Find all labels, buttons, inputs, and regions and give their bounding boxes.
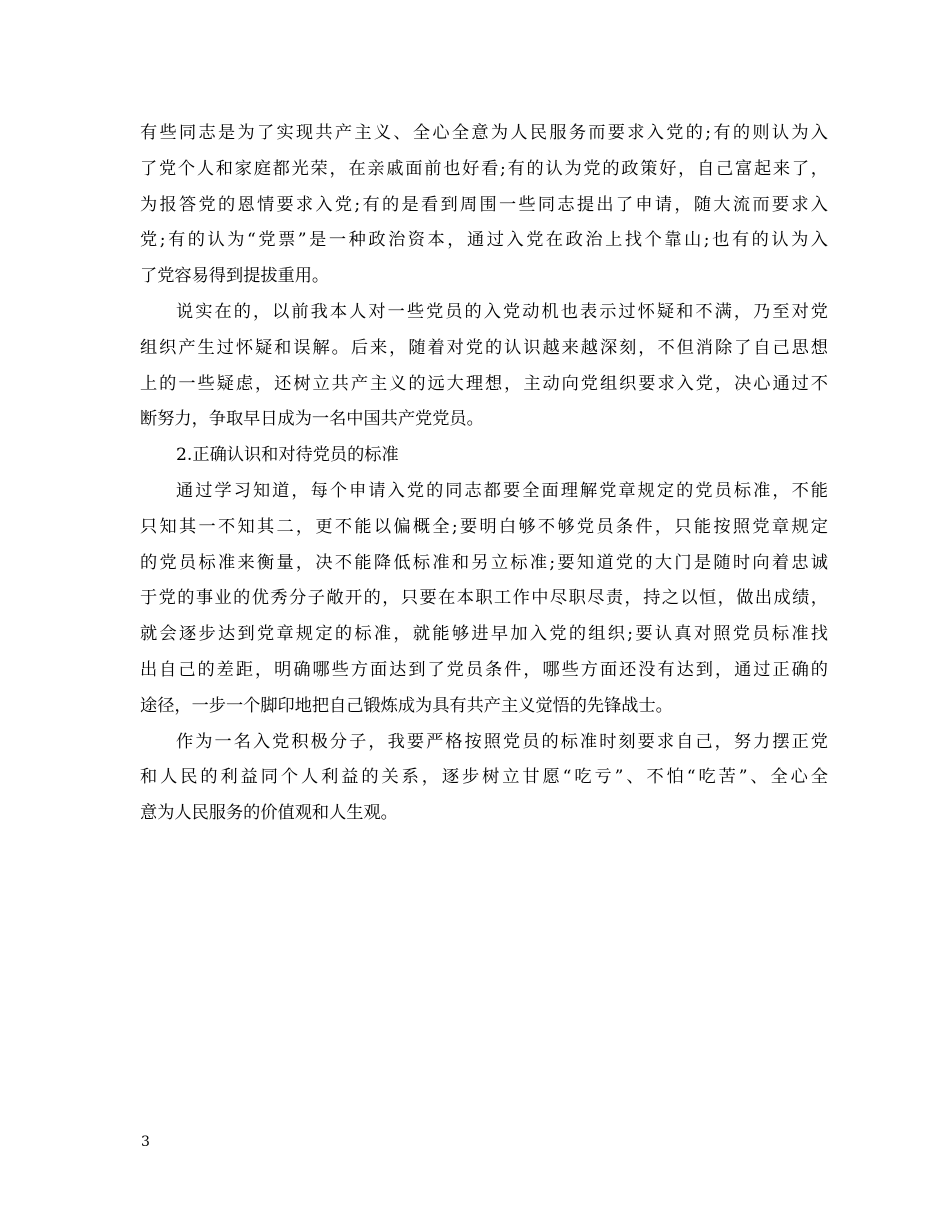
page-number: 3 [141, 1134, 150, 1150]
text-line: 上的一些疑虑，还树立共产主义的远大理想，主动向党组织要求入党，决心通过不 [140, 373, 828, 394]
text-line: 了党容易得到提拔重用。 [140, 266, 330, 287]
text-line: 党;有的认为“党票”是一种政治资本，通过入党在政治上找个靠山;也有的认为入 [140, 230, 828, 251]
text-line: 了党个人和家庭都光荣，在亲戚面前也好看;有的认为党的政策好，自己富起来了， [140, 158, 828, 179]
text-line: 于党的事业的优秀分子敞开的，只要在本职工作中尽职尽责，持之以恒，做出成绩， [140, 588, 828, 609]
text-line: 说实在的，以前我本人对一些党员的入党动机也表示过怀疑和不满，乃至对党 [176, 301, 828, 322]
text-line: 有些同志是为了实现共产主义、全心全意为人民服务而要求入党的;有的则认为入 [140, 123, 828, 143]
text-line: 组织产生过怀疑和误解。后来，随着对党的认识越来越深刻，不但消除了自己思想 [140, 337, 828, 358]
text-line: 途径，一步一个脚印地把自己锻炼成为具有共产主义觉悟的先锋战士。 [140, 695, 673, 716]
text-line: 意为人民服务的价值观和人生观。 [140, 803, 398, 824]
text-line: 通过学习知道，每个申请入党的同志都要全面理解党章规定的党员标准，不能 [176, 480, 828, 501]
text-line: 只知其一不知其二，更不能以偏概全;要明白够不够党员条件，只能按照党章规定 [140, 516, 828, 537]
text-line: 出自己的差距，明确哪些方面达到了党员条件，哪些方面还没有达到，通过正确的 [140, 659, 828, 680]
text-line: 就会逐步达到党章规定的标准，就能够进早加入党的组织;要认真对照党员标准找 [140, 624, 828, 645]
document-body [140, 116, 828, 832]
text-line: 为报答党的恩情要求入党;有的是看到周围一些同志提出了申请，随大流而要求入 [140, 194, 828, 215]
text-line: 2.正确认识和对待党员的标准 [176, 445, 399, 466]
text-line: 的党员标准来衡量，决不能降低标准和另立标准;要知道党的大门是随时向着忠诚 [140, 552, 828, 573]
text-line: 断努力，争取早日成为一名中国共产党党员。 [140, 409, 484, 430]
text-line: 作为一名入党积极分子，我要严格按照党员的标准时刻要求自己，努力摆正党 [176, 731, 828, 752]
text-line: 和人民的利益同个人利益的关系，逐步树立甘愿“吃亏”、不怕“吃苦”、全心全 [140, 767, 828, 788]
